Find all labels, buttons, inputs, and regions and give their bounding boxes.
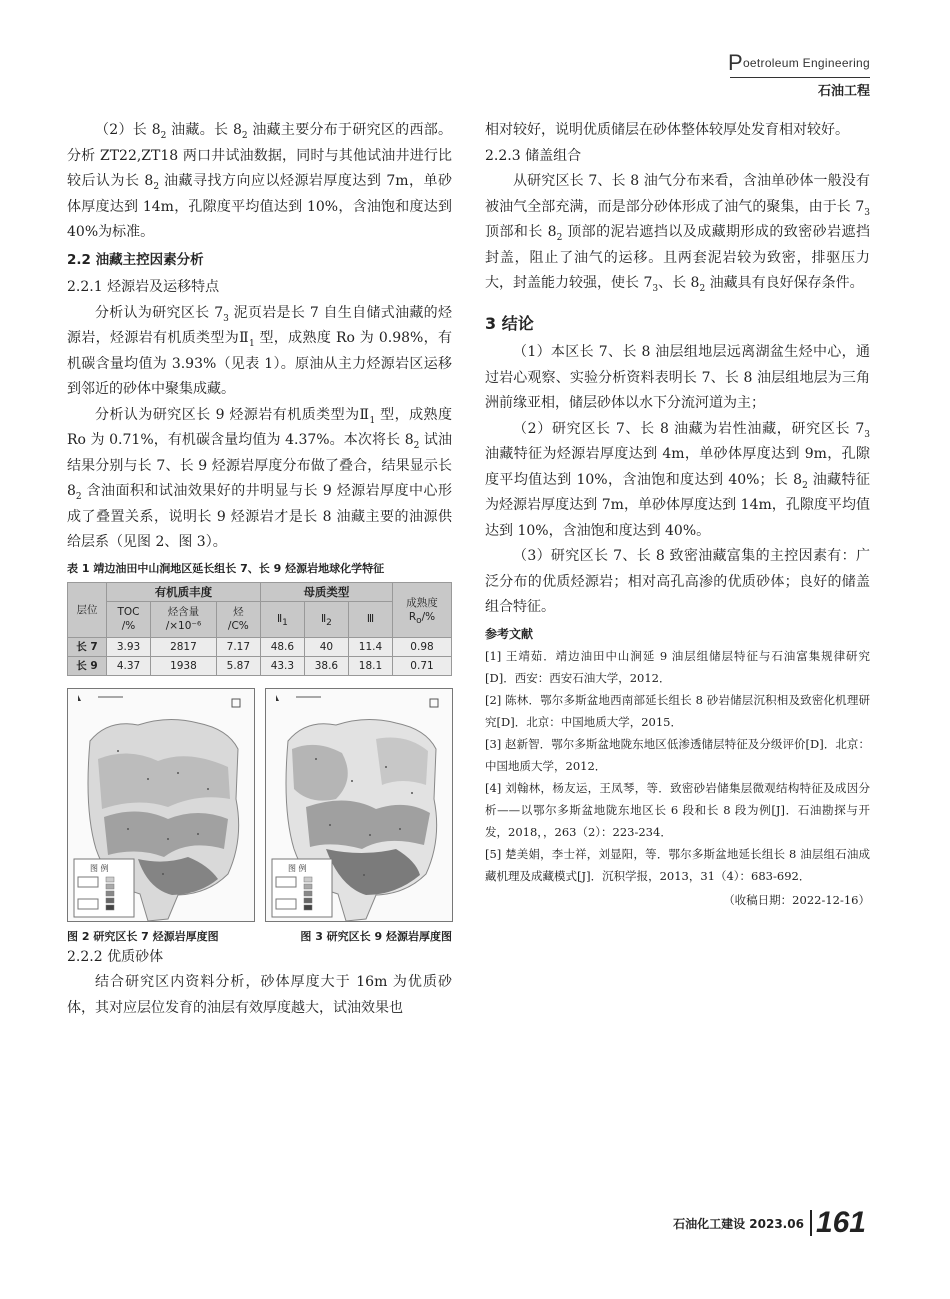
paragraph-sand-cont: 相对较好，说明优质储层在砂体整体较厚处发育相对较好。 xyxy=(485,122,849,138)
th-type: 母质类型 xyxy=(260,582,392,601)
fig3-caption: 图 3 研究区长 9 烃源岩厚度图 xyxy=(300,929,452,943)
th-maturity: 成熟度 $R_o/\%$ xyxy=(393,582,452,637)
conclusion-2: （2）研究区长 7、长 8 油藏为岩性油藏，研究区长 $7_3$ 油藏特征为烃源岩厚度达到 4m，单砂体厚度达到 9m，孔隙度平均值达到 10%，含油饱和度达到 40%；长 $8_2$ 油藏特征为烃源岩厚度达到 7m，单砂体厚度达到 14m，孔隙度平均值达到 10%，含油饱和度达到 40%。 xyxy=(485,420,870,539)
fig2-legend-title: 图 例 xyxy=(90,863,109,873)
running-header xyxy=(728,50,870,99)
journal-name: 石油化工建设 2023.06 xyxy=(673,1216,804,1231)
paragraph-ch9-source: 分析认为研究区长 9 烃源岩有机质类型为$Ⅱ_1$ 型，成熟度 Ro 为 0.71%，有机碳含量均值为 4.37%。本次将长 $8_2$ 试油结果分别与长 7、长 9 烃源岩厚度分布做了叠合，结果显示长 $8_2$ 含油面积和试油效果好的井明显与长 9 烃源岩厚度中心形成了叠置关系，说明长 9 烃源岩才是长 8 油藏主要的油源供给层系（见图 2、图 3）。 xyxy=(67,406,452,550)
reference-item: [2] 陈林．鄂尔多斯盆地西南部延长组长 8 砂岩储层沉积相及致密化机理研究[D]．北京：中国地质大学，2015． xyxy=(485,692,870,729)
th-c: 烃 /C% xyxy=(216,601,260,637)
journal-section-en: Poetroleum Engineering xyxy=(727,50,870,75)
paragraph-ch7-source: 分析认为研究区长 $7_3$ 泥页岩是长 7 自生自储式油藏的烃源岩，烃源岩有机质类型为$Ⅱ_1$ 型，成熟度 Ro 为 0.98%，有机碳含量均值为 3.93%（见表 1）。原油从主力烃源岩区运移到邻近的砂体中聚集成藏。 xyxy=(67,304,452,397)
table-caption: 表 1 靖边油田中山涧地区延长组长 7、长 9 烃源岩地球化学特征 xyxy=(67,561,385,575)
conclusion-1: （1）本区长 7、长 8 油层组地层远离湖盆生烃中心，通过岩心观察、实验分析资料表明长 7、长 8 油层组地层为三角洲前缘亚相，储层砂体以水下分流河道为主； xyxy=(485,344,870,411)
reference-item: [1] 王靖茹．靖边油田中山涧延 9 油层组储层特征与石油富集规律研究[D]．西安：西安石油大学，2012． xyxy=(485,648,870,685)
table-row: 长 9 4.37 1938 5.87 43.3 38.6 18.1 0.71 xyxy=(68,656,452,675)
th-ii1: $Ⅱ_1$ xyxy=(260,601,304,637)
fig2-caption: 图 2 研究区长 7 烃源岩厚度图 xyxy=(67,929,219,943)
table-row: 长 7 3.93 2817 7.17 48.6 40 11.4 0.98 xyxy=(68,637,452,656)
heading-2-2-3: 2.2.3 储盖组合 xyxy=(485,147,582,164)
footer-divider xyxy=(810,1210,812,1236)
received-date: （收稿日期：2022-12-16） xyxy=(723,892,870,907)
reference-item: [5] 楚美娟，李士祥，刘显阳，等．鄂尔多斯盆地延长组长 8 油层组石油成藏机理及成藏模式[J]．沉积学报，2013，31（4）：683-692． xyxy=(485,846,870,883)
conclusion-3: （3）研究区长 7、长 8 致密油藏富集的主控因素有：广泛分布的优质烃源岩；相对高孔高渗的优质砂体；良好的储盖组合特征。 xyxy=(485,548,870,615)
figure-captions xyxy=(67,929,452,945)
th-toc: TOC /% xyxy=(107,601,151,637)
paragraph-sand: 结合研究区内资料分析，砂体厚度大于 16m 为优质砂体，其对应层位发育的油层有效厚度越大，试油效果也 xyxy=(67,974,452,1016)
paragraph-ch8-2: （2）长 $8_2$ 油藏。长 $8_2$ 油藏主要分布于研究区的西部。分析 ZT22,ZT18 两口井试油数据，同时与其他试油井进行比较后认为长 $8_2$ 油藏寻找方向应以烃源岩厚度达到 7m，单砂体厚度达到 14m，孔隙度平均值达到 10%，含油饱和度达到 40%为标准。 xyxy=(67,122,453,240)
figures-2-3 xyxy=(67,688,452,923)
heading-2-2: 2.2 油藏主控因素分析 xyxy=(67,251,204,268)
th-ii2: $Ⅱ_2$ xyxy=(304,601,348,637)
journal-section-cn: 石油工程 xyxy=(817,84,870,99)
left-column xyxy=(67,118,452,1021)
heading-3: 3 结论 xyxy=(485,313,534,333)
fig3-legend-title: 图 例 xyxy=(288,863,307,873)
page-number: 161 xyxy=(815,1206,866,1239)
geochem-table xyxy=(67,582,452,676)
th-hc: 烃含量 /×10⁻⁶ xyxy=(151,601,217,637)
right-column xyxy=(485,118,870,911)
th-layer: 层位 xyxy=(68,582,107,637)
page-footer xyxy=(673,1206,866,1240)
fig3-map-graphic xyxy=(266,689,452,921)
fig2-map-graphic xyxy=(68,689,254,921)
header-rule xyxy=(730,77,870,78)
fig2-map xyxy=(67,688,255,922)
reference-item: [3] 赵新智．鄂尔多斯盆地陇东地区低渗透储层特征及分级评价[D]．北京：中国地质大学，2012． xyxy=(485,736,870,773)
th-organic: 有机质丰度 xyxy=(107,582,261,601)
heading-2-2-1: 2.2.1 烃源岩及运移特点 xyxy=(67,279,220,295)
th-iii: Ⅲ xyxy=(348,601,392,637)
fig3-map xyxy=(265,688,453,922)
heading-2-2-2: 2.2.2 优质砂体 xyxy=(67,948,164,965)
reference-item: [4] 刘翰林，杨友运，王凤琴，等．致密砂岩储集层微观结构特征及成因分析——以鄂尔多斯盆地陇东地区长 6 段和长 8 段为例[J]．石油勘探与开发，2018，，263（2）：223-234． xyxy=(485,780,870,839)
references-title: 参考文献 xyxy=(485,626,534,641)
paragraph-seal: 从研究区长 7、长 8 油气分布来看，含油单砂体一般没有被油气全部充满，而是部分砂体形成了油气的聚集，由于长 $7_3$ 顶部和长 $8_2$ 顶部的泥岩遮挡以及成藏期形成的致密砂岩遮挡封盖，阻止了油气的运移。且两套泥岩较为致密，排驱压力大，封盖能力较强，使长 $7_3$、长 $8_2$ 油藏具有良好保存条件。 xyxy=(485,173,870,294)
